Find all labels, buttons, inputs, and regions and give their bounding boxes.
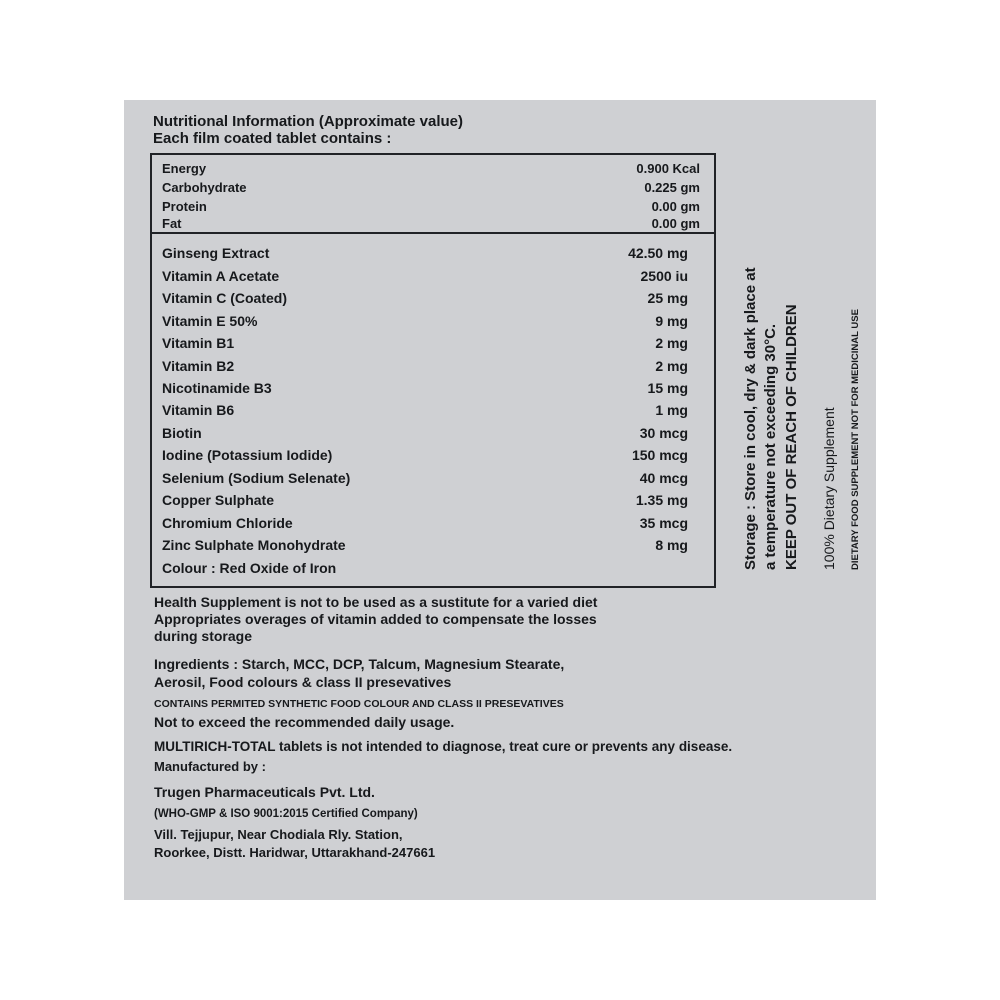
table-row <box>152 245 714 267</box>
label-panel <box>124 100 876 900</box>
ingredient-value: 9 mg <box>655 313 688 329</box>
keep-out-warning: KEEP OUT OF REACH OF CHILDREN <box>783 304 800 570</box>
ingredient-value: 42.50 mg <box>628 245 688 261</box>
ingredient-value: 40 mcg <box>639 470 688 486</box>
nutrient-name: Fat <box>162 216 182 231</box>
ingredient-name: Copper Sulphate <box>162 492 275 508</box>
ingredient-name: Ginseng Extract <box>162 245 270 261</box>
ingredient-value: 2 mg <box>655 358 688 374</box>
manufacturer-address: Roorkee, Distt. Haridwar, Uttarakhand-247661 <box>154 845 436 860</box>
ingredient-value: 1.35 mg <box>635 492 688 508</box>
table-row <box>152 380 714 402</box>
ingredient-value: 25 mg <box>647 290 688 306</box>
note-line: Appropriates overages of vitamin added to compensate the losses <box>154 611 597 627</box>
ingredient-value: 150 mcg <box>631 447 688 463</box>
ingredient-name: Vitamin E 50% <box>162 313 258 329</box>
contains-note: CONTAINS PERMITED SYNTHETIC FOOD COLOUR AND CLASS II PRESEVATIVES <box>154 698 564 710</box>
ingredient-value: 2500 iu <box>640 268 688 284</box>
table-row <box>152 425 714 447</box>
table-row <box>152 199 714 217</box>
table-row <box>152 560 714 582</box>
storage-instruction: Storage : Store in cool, dry & dark place at <box>742 267 759 570</box>
nutrient-value: 0.00 gm <box>651 199 700 214</box>
nutrition-subtitle: Each film coated tablet contains : <box>153 130 392 147</box>
table-row <box>152 537 714 559</box>
ingredient-value: 1 mg <box>655 402 688 418</box>
ingredient-name: Vitamin B2 <box>162 358 235 374</box>
dietary-supplement-label: 100% Dietary Supplement <box>821 407 837 570</box>
nutrient-name: Protein <box>162 199 207 214</box>
table-row <box>152 290 714 312</box>
table-row <box>152 515 714 537</box>
ingredient-name: Biotin <box>162 425 202 441</box>
ingredients-line: Ingredients : Starch, MCC, DCP, Talcum, Magnesium Stearate, <box>154 656 565 672</box>
basic-nutrition-table <box>150 153 716 234</box>
ingredient-value: 15 mg <box>647 380 688 396</box>
ingredient-name: Chromium Chloride <box>162 515 293 531</box>
disclaimer: MULTIRICH-TOTAL tablets is not intended to diagnose, treat cure or prevents any disease. <box>154 739 733 754</box>
ingredient-value: 35 mcg <box>639 515 688 531</box>
ingredient-name: Vitamin A Acetate <box>162 268 280 284</box>
table-row <box>152 470 714 492</box>
table-row <box>152 447 714 469</box>
table-row <box>152 180 714 198</box>
table-row <box>152 358 714 380</box>
table-row <box>152 268 714 290</box>
table-row <box>152 313 714 335</box>
table-row <box>152 161 714 179</box>
ingredient-value: 2 mg <box>655 335 688 351</box>
ingredient-name: Zinc Sulphate Monohydrate <box>162 537 346 553</box>
ingredient-name: Iodine (Potassium Iodide) <box>162 447 333 463</box>
ingredients-line: Aerosil, Food colours & class II presevatives <box>154 674 452 690</box>
ingredient-name: Nicotinamide B3 <box>162 380 272 396</box>
ingredients-table <box>150 232 716 588</box>
manufactured-by-label: Manufactured by : <box>154 759 266 774</box>
note-line: Not to exceed the recommended daily usage. <box>154 714 455 730</box>
nutrient-name: Carbohydrate <box>162 180 247 195</box>
nutrient-value: 0.225 gm <box>644 180 700 195</box>
note-line: during storage <box>154 628 253 644</box>
table-row <box>152 492 714 514</box>
table-row <box>152 335 714 357</box>
ingredient-value: 30 mcg <box>639 425 688 441</box>
note-line: Health Supplement is not to be used as a sustitute for a varied diet <box>154 594 598 610</box>
ingredient-name: Vitamin B6 <box>162 402 235 418</box>
table-row <box>152 402 714 424</box>
not-medicinal-note: DIETARY FOOD SUPPLEMENT NOT FOR MEDICINAL USE <box>850 309 861 570</box>
ingredient-name: Vitamin B1 <box>162 335 235 351</box>
nutrition-title: Nutritional Information (Approximate value) <box>153 113 464 130</box>
manufacturer-address: Vill. Tejjupur, Near Chodiala Rly. Station, <box>154 827 403 842</box>
manufacturer-name: Trugen Pharmaceuticals Pvt. Ltd. <box>154 784 375 800</box>
manufacturer-cert: (WHO-GMP & ISO 9001:2015 Certified Company) <box>154 808 418 820</box>
colour-note: Colour : Red Oxide of Iron <box>162 560 337 576</box>
ingredient-value: 8 mg <box>655 537 688 553</box>
nutrient-value: 0.00 gm <box>651 216 700 231</box>
nutrient-name: Energy <box>162 161 207 176</box>
storage-instruction: a temperature not exceeding 30°C. <box>762 323 779 570</box>
nutrient-value: 0.900 Kcal <box>636 161 700 176</box>
ingredient-name: Vitamin C (Coated) <box>162 290 287 306</box>
ingredient-name: Selenium (Sodium Selenate) <box>162 470 351 486</box>
